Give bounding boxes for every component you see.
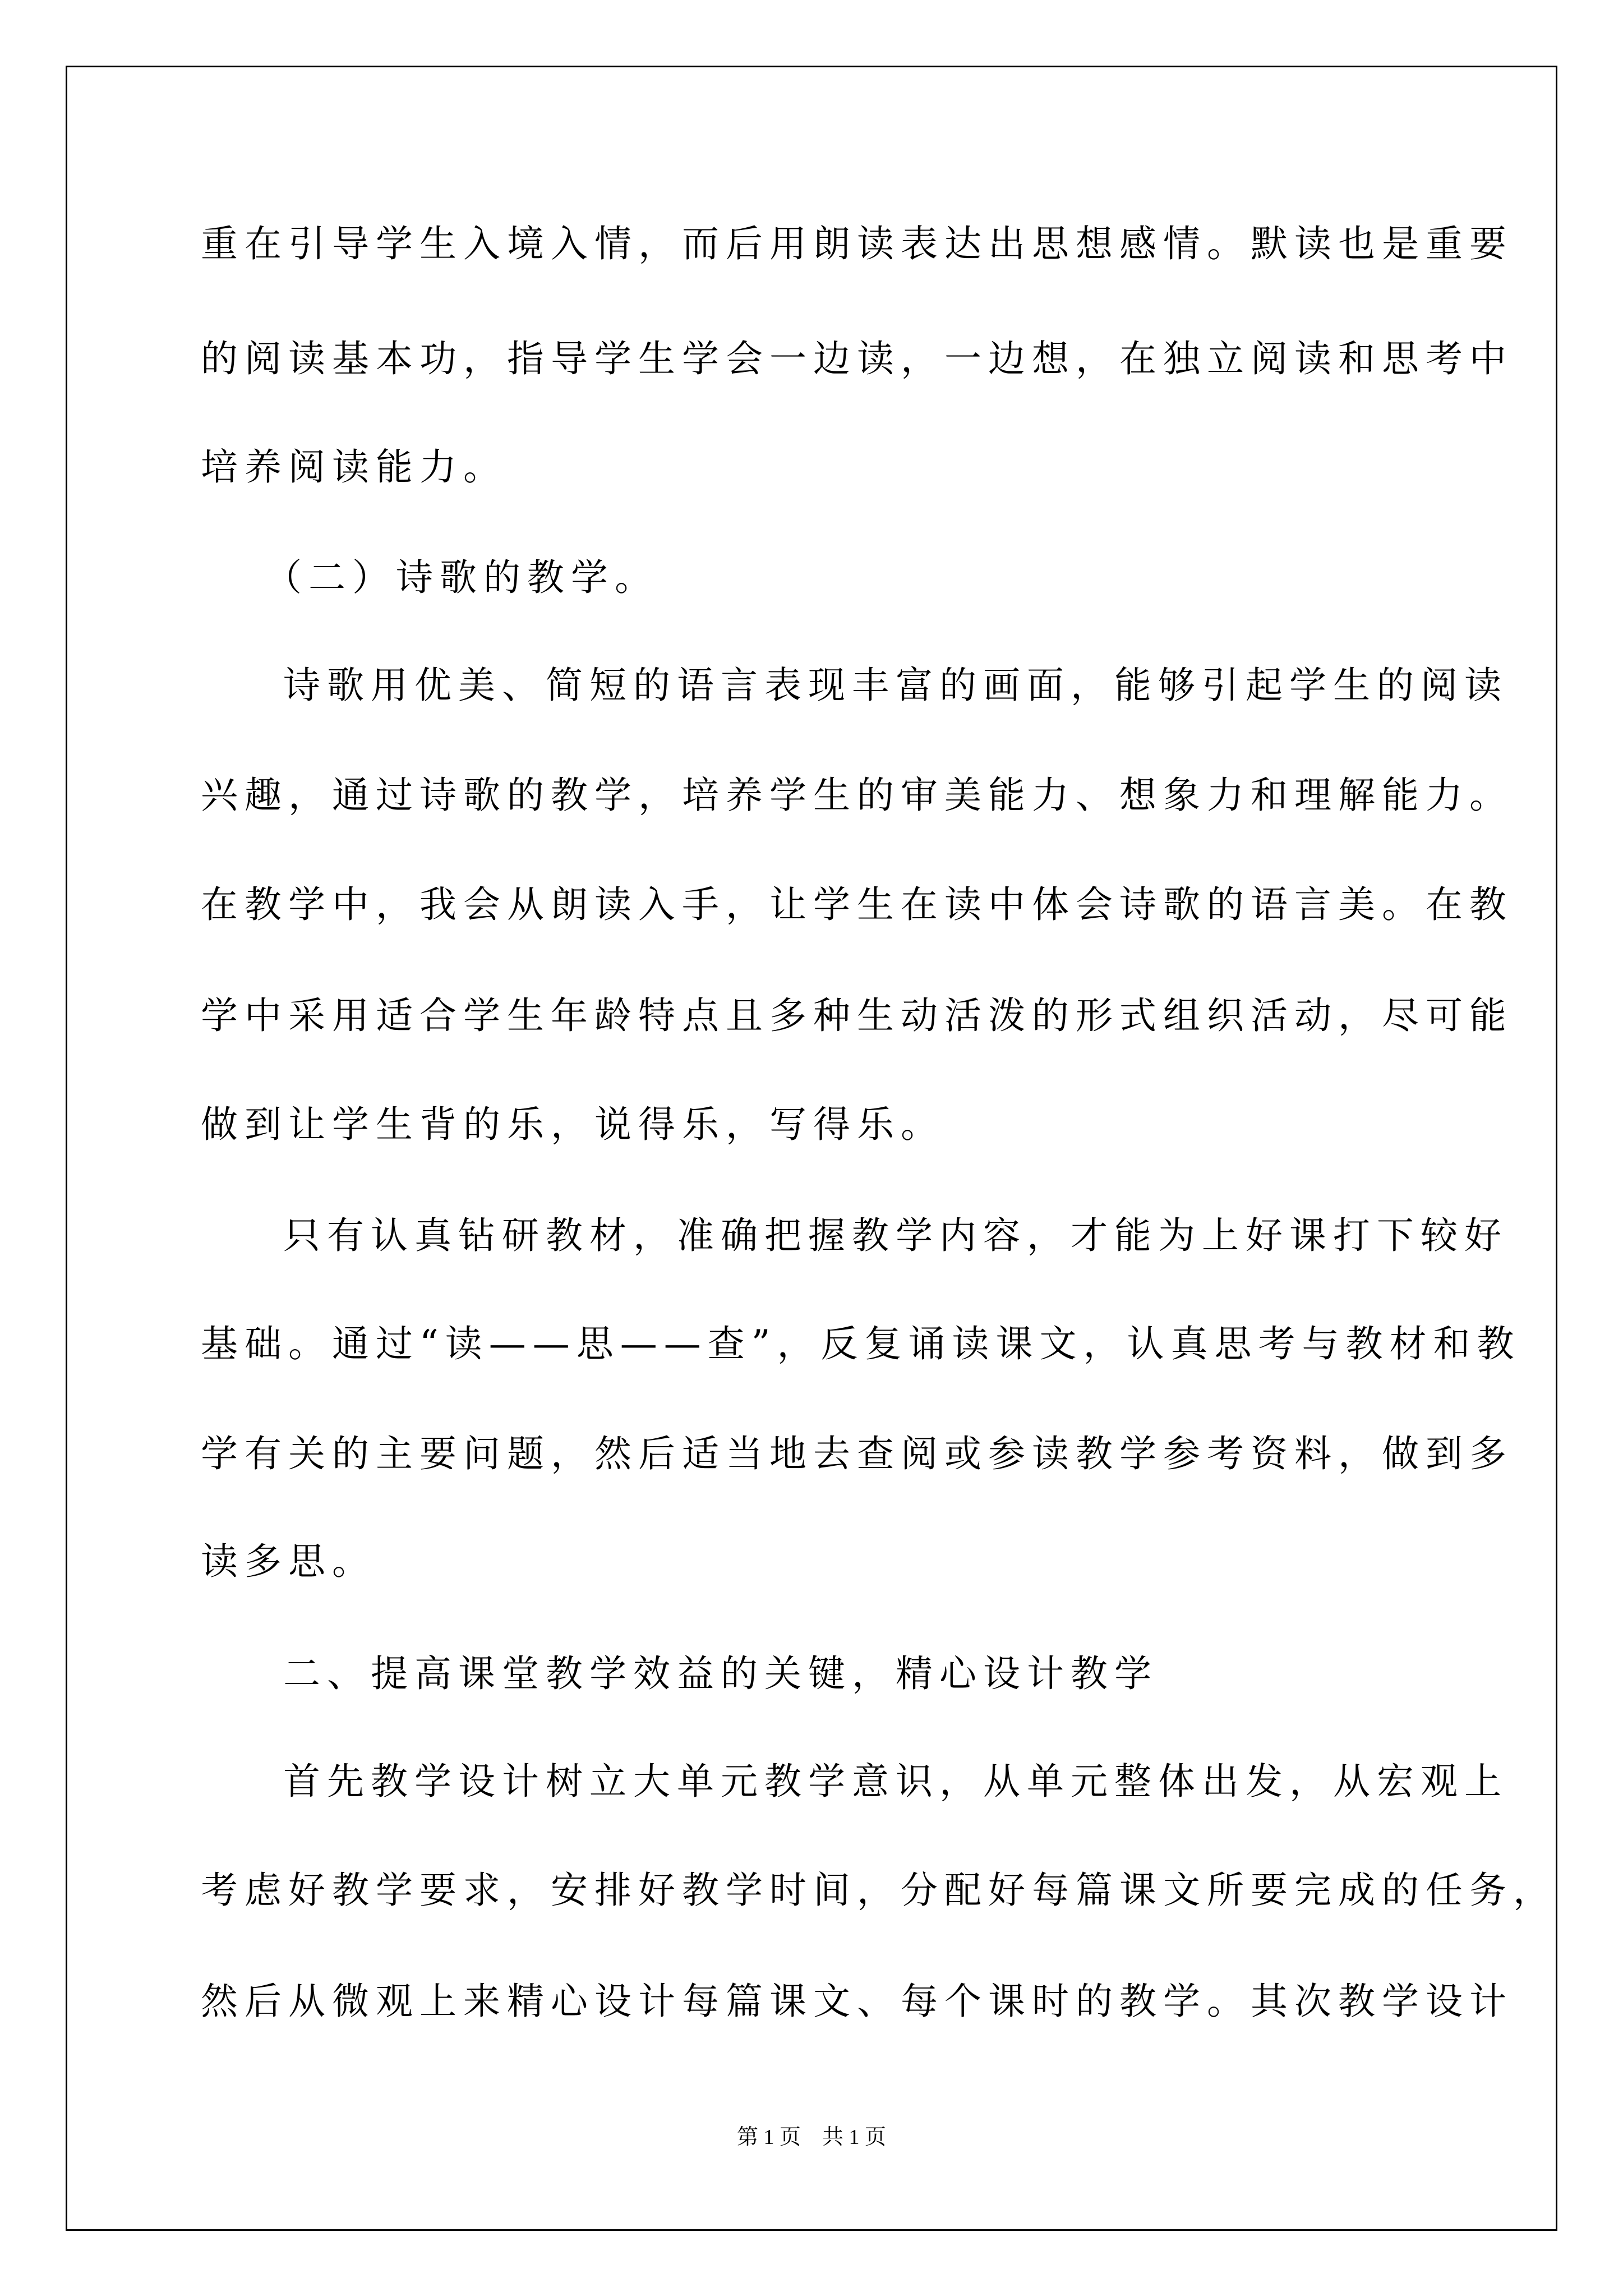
section-heading-design: 二、提高课堂教学效益的关键，精心设计教学 <box>283 1652 1158 1695</box>
text-line-10: 只有认真钻研教材，准确把握教学内容，才能为上好课打下较好 <box>283 1214 1508 1257</box>
text-line-1: 重在引导学生入境入情，而后用朗读表达出思想感情。默读也是重要 <box>201 222 1513 265</box>
text-line-11: 基础。通过“读——思——查”，反复诵读课文，认真思考与教材和教 <box>201 1322 1521 1365</box>
text-line-2: 的阅读基本功，指导学生学会一边读，一边想，在独立阅读和思考中 <box>201 337 1513 380</box>
section-heading-poetry: （二）诗歌的教学。 <box>265 556 658 599</box>
page-number-footer: 第 1 页 共 1 页 <box>736 2125 886 2149</box>
text-line-3: 培养阅读能力。 <box>201 445 507 489</box>
text-line-13: 读多思。 <box>201 1540 376 1583</box>
text-line-8: 学中采用适合学生年龄特点且多种生动活泼的形式组织活动，尽可能 <box>201 994 1513 1037</box>
text-line-17: 然后从微观上来精心设计每篇课文、每个课时的教学。其次教学设计 <box>201 1980 1513 2023</box>
text-line-6: 兴趣，通过诗歌的教学，培养学生的审美能力、想象力和理解能力。 <box>201 774 1513 817</box>
text-line-16: 考虑好教学要求，安排好教学时间，分配好每篇课文所要完成的任务， <box>201 1869 1557 1912</box>
text-line-12: 学有关的主要问题，然后适当地去查阅或参读教学参考资料，做到多 <box>201 1432 1513 1475</box>
text-line-5: 诗歌用优美、简短的语言表现丰富的画面，能够引起学生的阅读 <box>283 664 1508 707</box>
text-line-9: 做到让学生背的乐，说得乐，写得乐。 <box>201 1103 944 1146</box>
text-line-7: 在教学中，我会从朗读入手，让学生在读中体会诗歌的语言美。在教 <box>201 883 1513 926</box>
text-line-15: 首先教学设计树立大单元教学意识，从单元整体出发，从宏观上 <box>283 1760 1508 1803</box>
